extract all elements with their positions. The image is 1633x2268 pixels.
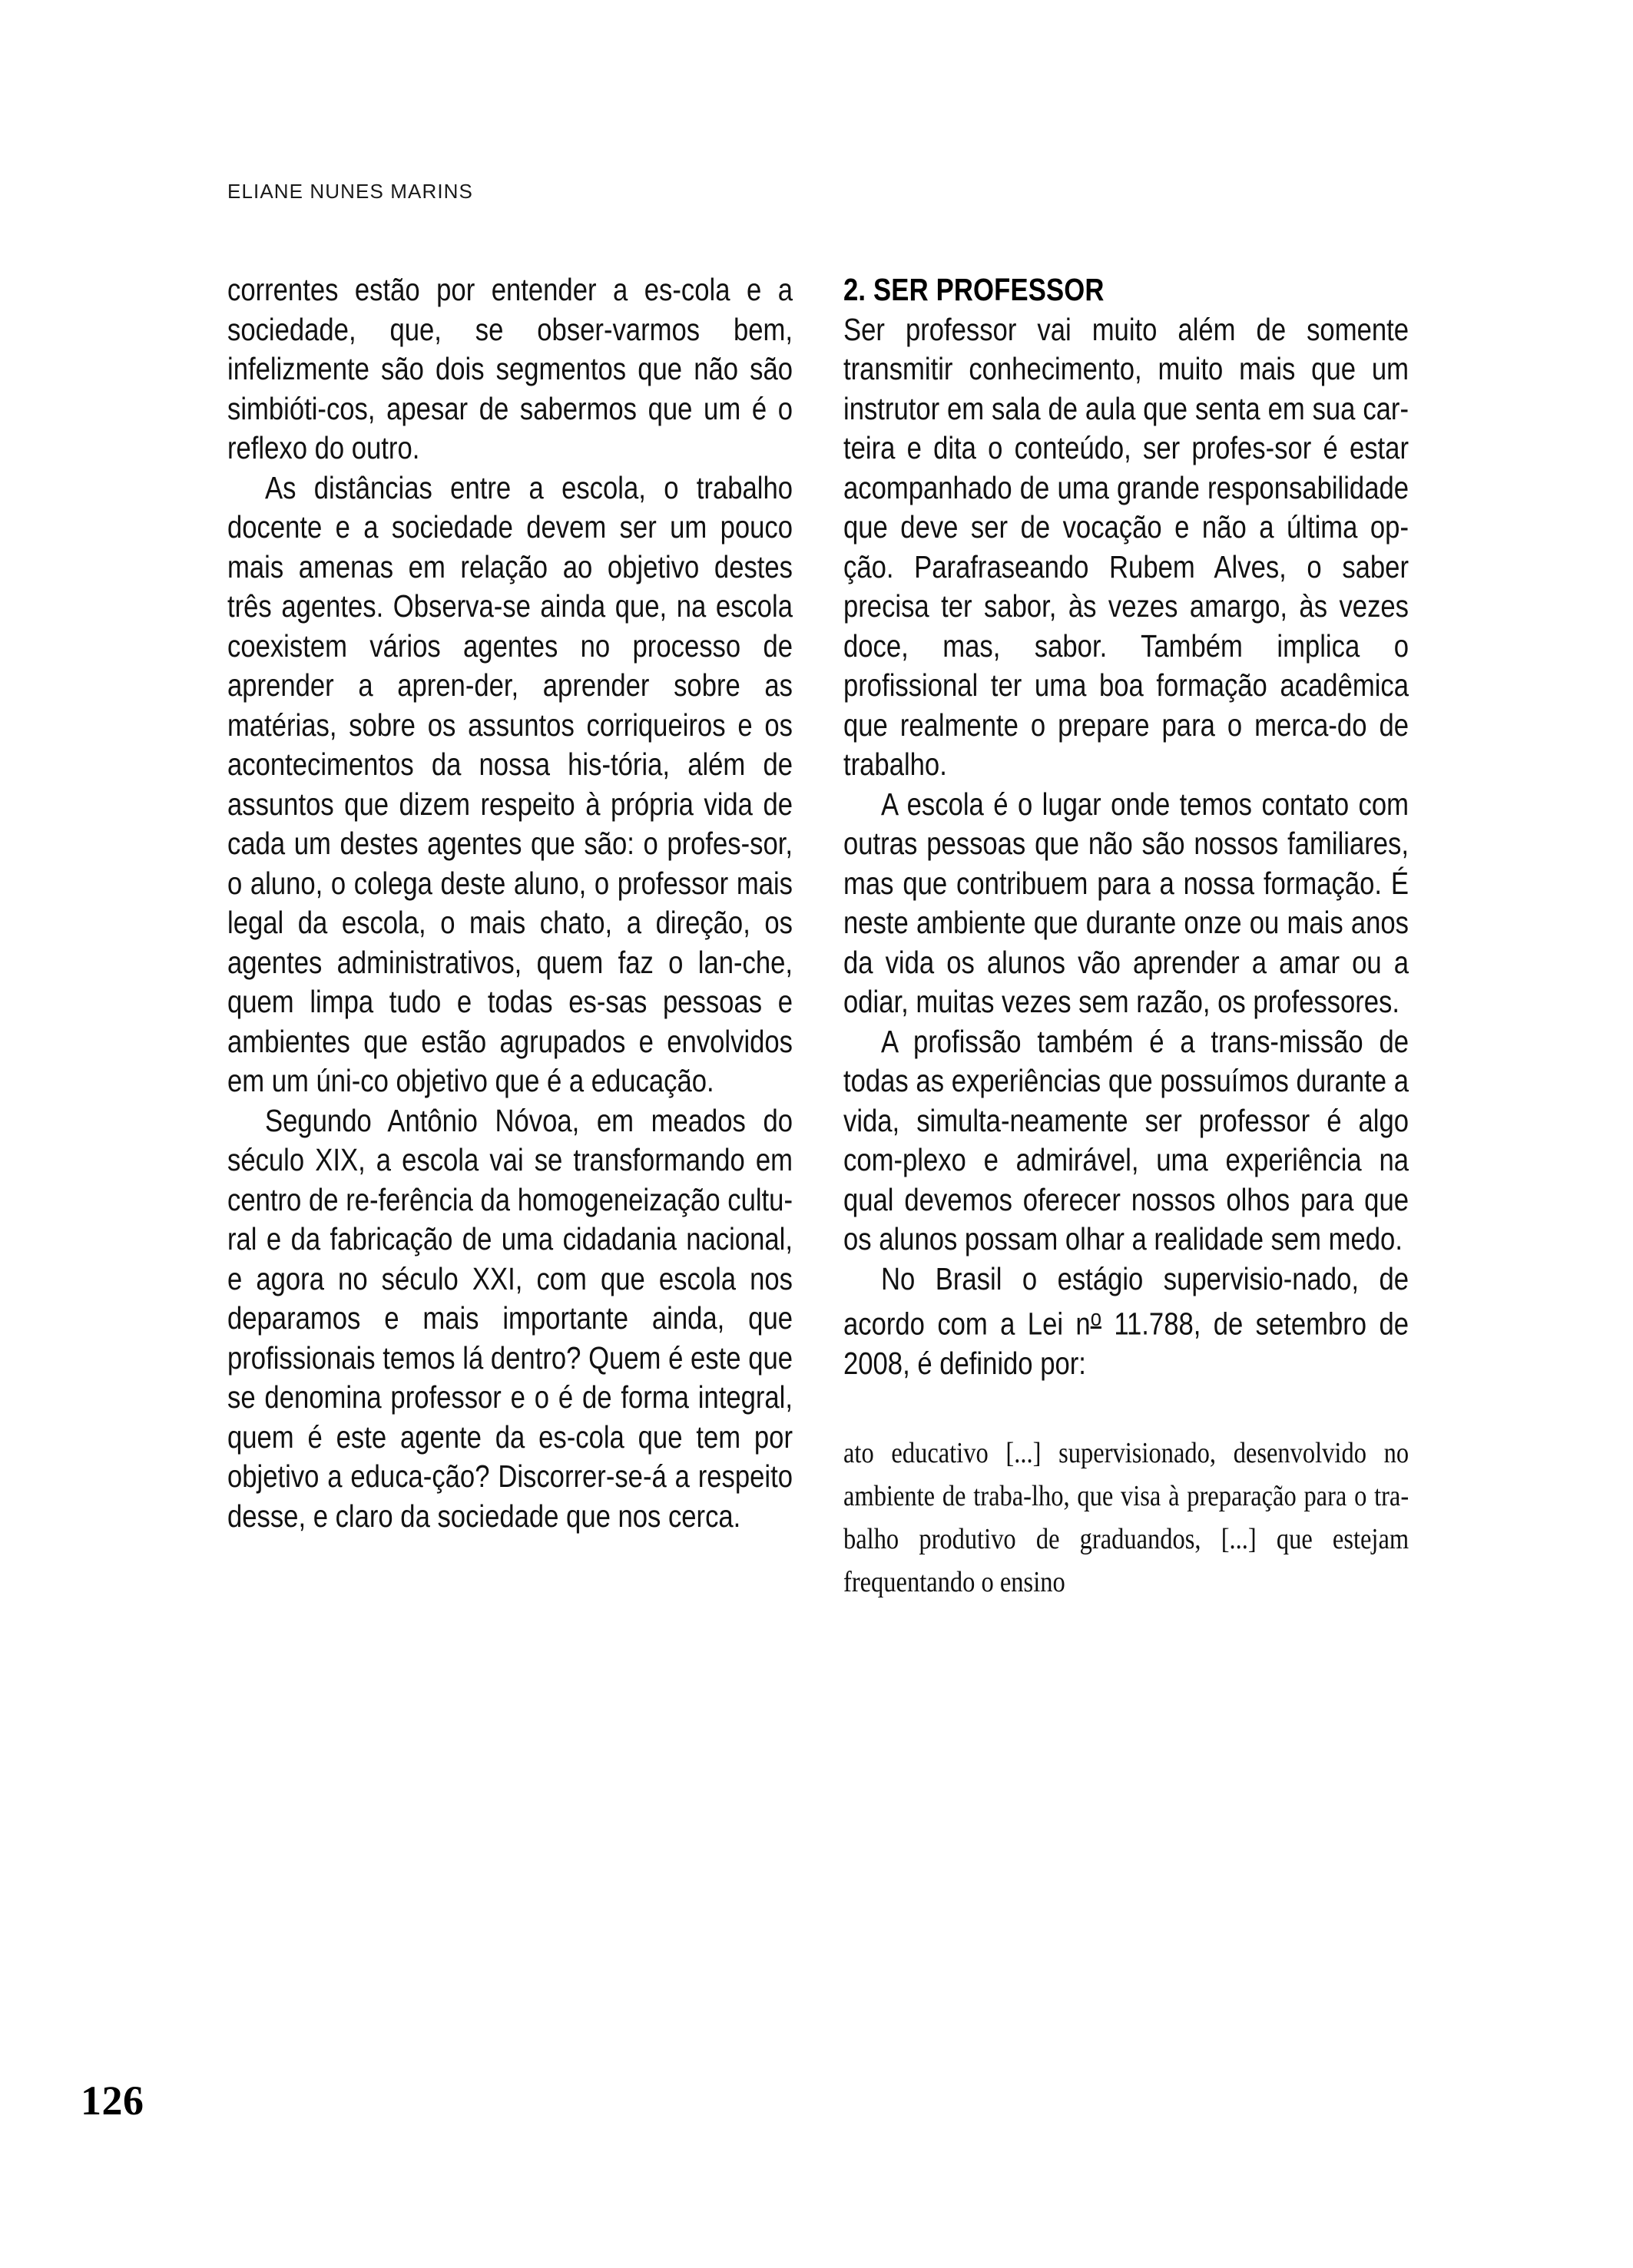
paragraph: correntes estão por entender a es-cola e a sociedade, que, se obser-varmos bem, infelizmente são dois segmentos que não são simbióti-cos, apesar de sabermos que um é o reflexo do outro. [227, 272, 793, 465]
paragraph: A profissão também é a trans-missão de todas as experiências que possuímos durante a vida, simulta-neamente ser professor é algo com-plexo e admirável, uma experiência na qual devemos oferecer nossos olhos para que os alunos possam olhar a realidade sem medo. [843, 1023, 1409, 1257]
text-columns [227, 270, 1409, 1998]
paragraph: A escola é o lugar onde temos contato com outras pessoas que não são nossos familiares, mas que contribuem para a nossa formação. É neste ambiente que durante onze ou mais anos da vida os alunos vão aprender a amar ou a odiar, muitas vezes sem razão, os professores. [843, 786, 1409, 1019]
law-reference-text-after: 11.788, de setembro de 2008, é definido por: [843, 1306, 1409, 1382]
page-number: 126 [81, 2078, 144, 2124]
paragraph: Segundo Antônio Nóvoa, em meados do século XIX, a escola vai se transformando em centro de re-ferência da homogeneização cultu-ral e da fabricação de uma cidadania nacional, e agora no século XXI, com que escola nos deparamos e mais importante ainda, que profissionais temos lá dentro? Quem é este que se denomina professor e o é de forma integral, quem é este agente da es-cola que tem por objetivo a educa-ção? Discorrer-se-á a respeito desse, e claro da sociedade que nos cerca. [227, 1102, 793, 1534]
block-quote: ato educativo [...] supervisionado, desenvolvido no ambiente de traba-lho, que visa à preparação para o tra-balho produtivo de graduandos, [...] que estejam frequentando o ensino [843, 1436, 1409, 1598]
ordinal-indicator: o [1090, 1306, 1101, 1331]
paragraph: As distâncias entre a escola, o trabalho docente e a sociedade devem ser um pouco mais amenas em relação ao objetivo destes três agentes. Observa-se ainda que, na escola coexistem vários agentes no processo de aprender a apren-der, aprender sobre as matérias, sobre os assuntos corriqueiros e os acontecimentos da nossa his-tória, além de assuntos que dizem respeito à própria vida de cada um destes agentes que são: o profes-sor, o aluno, o colega deste aluno, o professor mais legal da escola, o mais chato, a direção, os agentes administrativos, quem faz o lan-che, quem limpa tudo e todas es-sas pessoas e ambientes que estão agrupados e envolvidos em um úni-co objetivo que é a educação. [227, 469, 793, 1098]
left-column [227, 270, 793, 1998]
law-reference-text-before: No Brasil o estágio supervisio-nado, de acordo com a Lei n [843, 1260, 1409, 1342]
quote-spacer [843, 1384, 1409, 1432]
law-reference-paragraph [843, 1260, 1409, 1384]
paragraph: Ser professor vai muito além de somente transmitir conhecimento, muito mais que um instrutor em sala de aula que senta em sua car-teira e dita o conteúdo, ser profes-sor é estar acompanhado de uma grande responsabilidade que deve ser de vocação e não a última op-ção. Parafraseando Rubem Alves, o saber precisa ter sabor, às vezes amargo, às vezes doce, mas, sabor. Também implica o profissional ter uma boa formação acadêmica que realmente o prepare para o merca-do de trabalho. [843, 311, 1409, 782]
running-header: ELIANE NUNES MARINS [227, 180, 473, 203]
right-column [843, 270, 1409, 1998]
section-heading: 2. SER PROFESSOR [843, 272, 1105, 307]
